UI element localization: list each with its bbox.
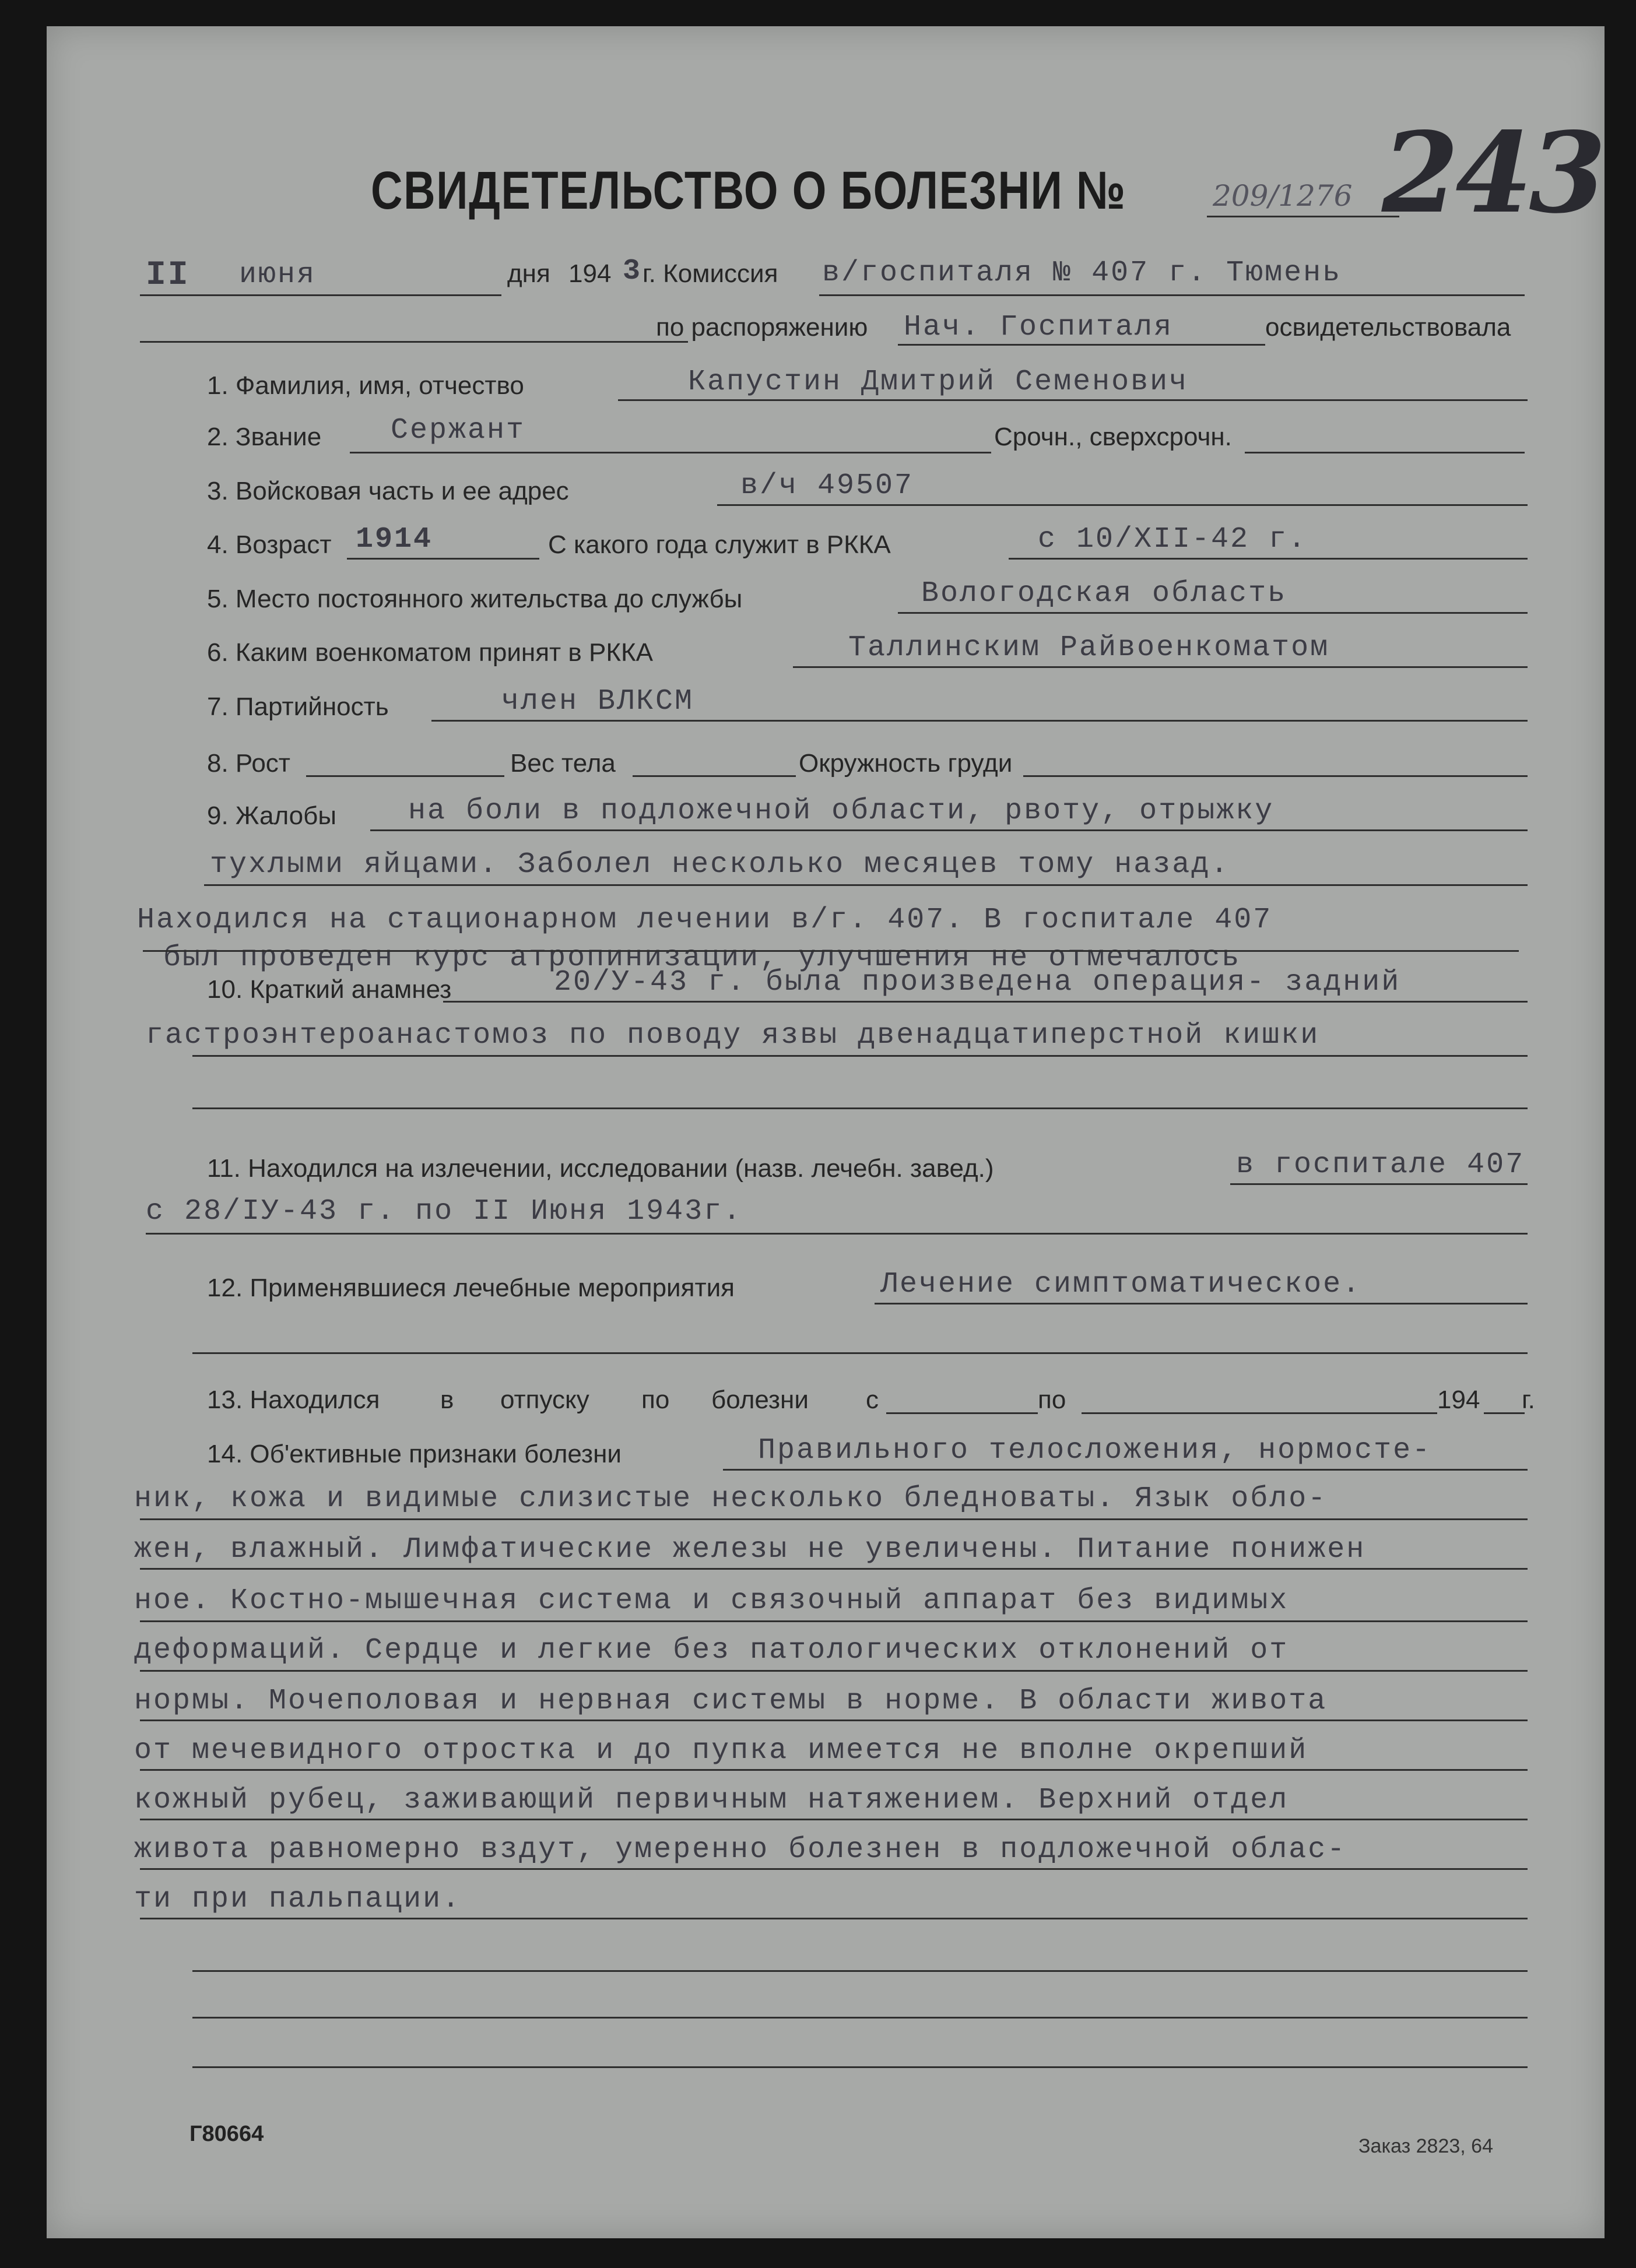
field-11-label: 11. Находился на излечении, исследовании (назв. лечебн. завед.): [207, 1154, 994, 1183]
field-13-to: по: [1038, 1386, 1066, 1414]
field-6-value: Таллинским Райвоенкоматом: [848, 631, 1330, 664]
field-5-value: Вологодская область: [921, 577, 1287, 610]
field-13-leave: отпуску: [500, 1386, 589, 1414]
field-10-pre-line-2: был проведен курс атропинизации, улучшения не отмечалось: [163, 941, 1241, 975]
field-12-label: 12. Применявшиеся лечебные мероприятия: [207, 1274, 735, 1302]
archive-number: 243: [1382, 108, 1603, 238]
field-3-value: в/ч 49507: [740, 469, 914, 502]
field-14-line-3: жен, влажный. Лимфатические железы не увеличены. Питание понижен: [134, 1533, 1366, 1566]
field-14-line-10: ти при пальпации.: [134, 1883, 462, 1916]
field-14-line-6: нормы. Мочеполовая и нервная системы в норме. В области живота: [134, 1685, 1328, 1718]
field-14-line-9: живота равномерно вздут, умеренно болезнен в подложечной облас-: [134, 1833, 1347, 1866]
field-1-label: 1. Фамилия, имя, отчество: [207, 371, 524, 400]
day-value: II: [146, 256, 190, 294]
field-8-weight-label: Вес тела: [510, 749, 616, 778]
field-7-value: член ВЛКСМ: [501, 685, 694, 718]
field-8-chest-label: Окружность груди: [799, 749, 1013, 778]
field-3-label: 3. Войсковая часть и ее адрес: [207, 477, 569, 505]
field-14-line-2: ник, кожа и видимые слизистые несколько бледноваты. Язык обло-: [134, 1482, 1328, 1515]
field-9-line-2: тухлыми яйцами. Заболел несколько месяцев тому назад.: [210, 848, 1230, 881]
field-10-line-1: 20/У-43 г. была произведена операция- задний: [554, 966, 1401, 999]
year-suffix: 3: [623, 255, 643, 288]
field-2-label: 2. Звание: [207, 423, 322, 451]
field-14-label: 14. Об'ективные признаки болезни: [207, 1440, 622, 1468]
examined-label: освидетельствовала: [1265, 313, 1511, 342]
certificate-number: 209/1276: [1213, 179, 1353, 213]
year-prefix: 194: [568, 259, 612, 288]
field-4-value-2: с 10/XII-42 г.: [1038, 523, 1308, 556]
field-10-pre-line-1: Находился на стационарном лечении в/г. 407. В госпитале 407: [137, 903, 1273, 937]
form-number: Г80664: [189, 2122, 264, 2146]
field-10-line-2: гастроэнтероанастомоз по поводу язвы двенадцатиперстной кишки: [146, 1019, 1320, 1052]
field-6-label: 6. Каким военкоматом принят в РККА: [207, 638, 653, 667]
field-11-line-1: в госпитале 407: [1236, 1148, 1525, 1182]
year-label: г. Комиссия: [643, 259, 778, 288]
month-value: июня: [239, 258, 317, 291]
field-4-label: 4. Возраст: [207, 530, 332, 559]
field-13-year: 194: [1437, 1386, 1480, 1414]
field-4-label-2: С какого года служит в РККА: [548, 530, 891, 559]
field-13-g: г.: [1522, 1386, 1535, 1414]
field-9-line-1: на боли в подложечной области, рвоту, отрыжку: [408, 794, 1275, 828]
field-14-line-1: Правильного телосложения, нормостe-: [758, 1434, 1432, 1467]
field-13-illness: болезни: [711, 1386, 809, 1414]
field-5-label: 5. Место постоянного жительства до службы: [207, 585, 743, 613]
field-4-value: 1914: [356, 523, 433, 556]
field-7-label: 7. Партийность: [207, 692, 389, 721]
commission-value: в/госпиталя № 407 г. Тюмень: [822, 256, 1342, 290]
field-9-label: 9. Жалобы: [207, 801, 336, 830]
print-order: Заказ 2823, 64: [1358, 2135, 1493, 2157]
order-value: Нач. Госпиталя: [904, 311, 1174, 344]
field-8-label: 8. Рост: [207, 749, 290, 778]
field-14-line-8: кожный рубец, заживающий первичным натяжением. Верхний отдел: [134, 1784, 1289, 1817]
field-11-line-2: с 28/IУ-43 г. по II Июня 1943г.: [146, 1195, 743, 1228]
page-title: СВИДЕТЕЛЬСТВО О БОЛЕЗНИ №: [371, 161, 1126, 220]
field-13-from: с: [866, 1386, 879, 1414]
field-14-line-4: ное. Костно-мышечная система и связочный аппарат без видимых: [134, 1584, 1289, 1618]
field-2-suffix: Срочн., сверхсрочн.: [994, 423, 1232, 451]
field-14-line-5: деформаций. Сердце и легкие без патологических отклонений от: [134, 1634, 1289, 1667]
field-13-by: по: [641, 1386, 670, 1414]
field-10-label: 10. Краткий анамнез: [207, 975, 452, 1004]
field-12-value: Лечение симптоматическое.: [880, 1268, 1362, 1301]
field-13-in: в: [440, 1386, 454, 1414]
field-2-value: Сержант: [391, 414, 526, 447]
field-13-label: 13. Находился: [207, 1386, 380, 1414]
field-14-line-7: от мечевидного отростка и до пупка имеется не вполне окрепший: [134, 1734, 1308, 1767]
certificate-page: [47, 26, 1605, 2238]
day-label: дня: [507, 259, 550, 288]
order-label: по распоряжению: [656, 313, 868, 342]
field-1-value: Капустин Дмитрий Семенович: [688, 365, 1189, 399]
